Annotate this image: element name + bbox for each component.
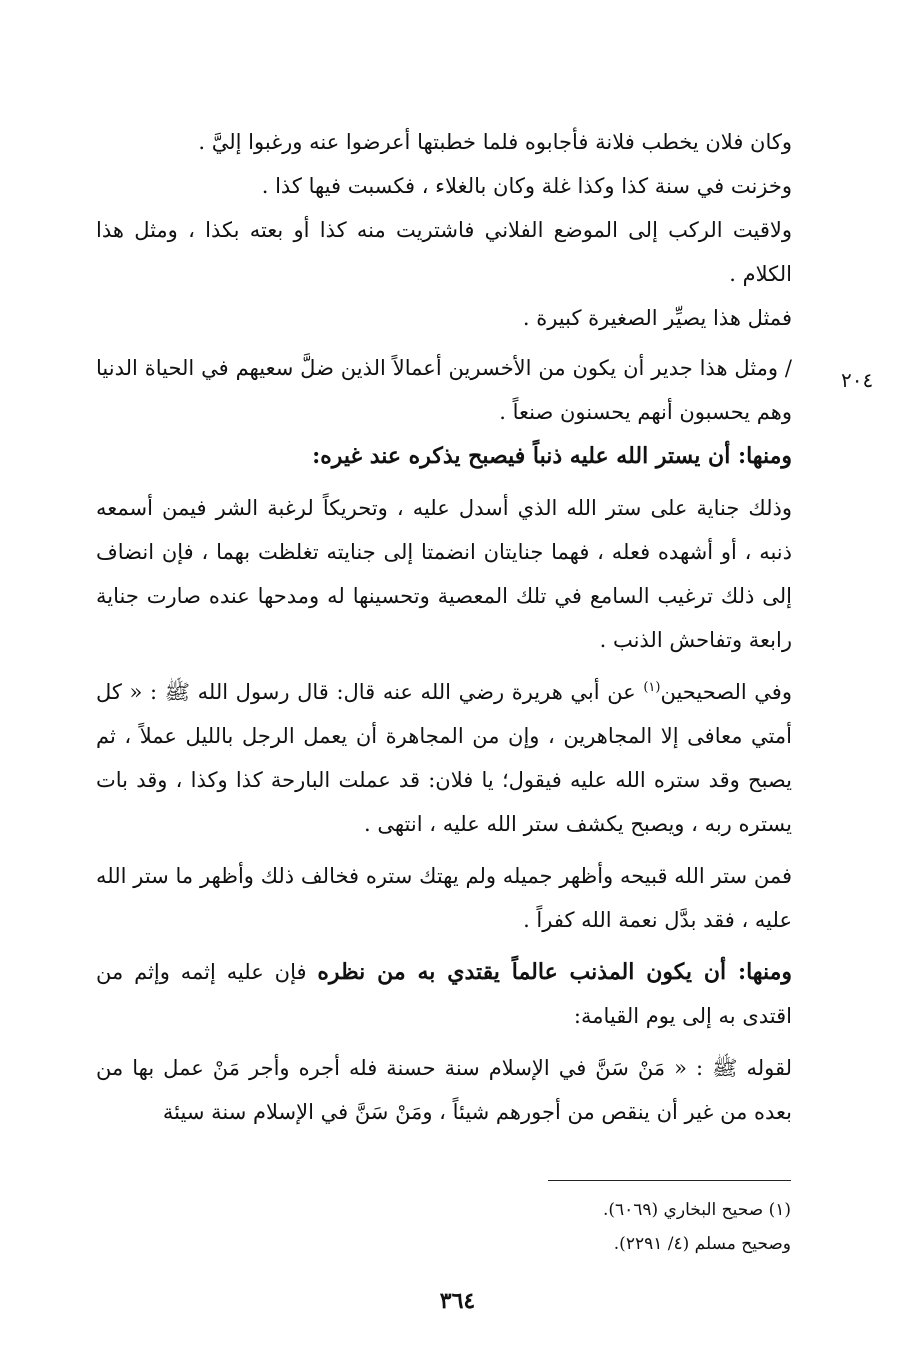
footnote-marker: (١) xyxy=(643,680,661,695)
main-text xyxy=(96,120,792,1134)
paragraph-6: وذلك جناية على ستر الله الذي أسدل عليه ، وتحريكاً لرغبة الشر فيمن أسمعه ذنبه ، أو أشهده فعله ، فهما جنايتان انضمتا إلى جنايته تغلظت بهما ، فإن انضاف إلى ذلك ترغيب السامع في تلك المعصية وتحسينها له ومدحها عنده صارت جناية رابعة وتفاحش الذنب . xyxy=(96,496,792,652)
footnote-divider xyxy=(548,1180,791,1181)
margin-page-number: ٢٠٤ xyxy=(841,368,874,392)
section-heading-1: ومنها: أن يستر الله عليه ذنباً فيصبح يذكره عند غيره: xyxy=(312,443,792,469)
hadith-intro: وفي الصحيحين xyxy=(660,680,792,704)
paragraph-4: فمثل هذا يصيِّر الصغيرة كبيرة . xyxy=(522,306,792,330)
section-heading-2-continuation: فإن عليه إثمه وإثم من اقتدى به إلى يوم القيامة: xyxy=(96,960,792,1028)
footnotes xyxy=(371,1193,791,1261)
page-number: ٣٦٤ xyxy=(439,1288,476,1314)
paragraph-3: ولاقيت الركب إلى الموضع الفلاني فاشتريت منه كذا أو بعته بكذا ، ومثل هذا الكلام . xyxy=(96,218,792,286)
paragraph-8: فمن ستر الله قبيحه وأظهر جميله ولم يهتك ستره فخالف ذلك وأظهر ما ستر الله عليه ، فقد بدَّل نعمة الله كفراً . xyxy=(96,864,792,932)
paragraph-2: وخزنت في سنة كذا وكذا غلة وكان بالغلاء ، فكسبت فيها كذا . xyxy=(261,174,792,198)
paragraph-1: وكان فلان يخطب فلانة فأجابوه فلما خطبتها أعرضوا عنه ورغبوا إليَّ . xyxy=(198,130,792,154)
footnote-1: (١) صحيح البخاري (٦٠٦٩). xyxy=(602,1200,791,1220)
paragraph-7 xyxy=(96,670,792,846)
paragraph-5: / ومثل هذا جدير أن يكون من الأخسرين أعمالاً الذين ضلَّ سعيهم في الحياة الدنيا وهم يحسبون أنهم يحسنون صنعاً . xyxy=(96,356,793,424)
section-heading-2: ومنها: أن يكون المذنب عالماً يقتدي به من نظره xyxy=(317,959,792,985)
paragraph-10: لقوله ﷺ : « مَنْ سَنَّ في الإسلام سنة حسنة فله أجره وأجر مَنْ عمل بها من بعده من غير أن ينقص من أجورهم شيئاً ، ومَنْ سَنَّ في الإسلام سنة سيئة xyxy=(96,1056,792,1124)
footnote-2: وصحيح مسلم (٤/ ٢٢٩١). xyxy=(613,1234,791,1254)
paragraph-9 xyxy=(96,950,792,1038)
hadith-text: عن أبي هريرة رضي الله عنه قال: قال رسول الله ﷺ : « كل أمتي معافى إلا المجاهرين ، وإن من المجاهرة أن يعمل الرجل بالليل عملاً ، ثم يصبح وقد ستره الله عليه فيقول؛ يا فلان: قد عملت البارحة كذا وكذا ، وقد بات يستره ربه ، ويصبح يكشف ستر الله عليه ، انتهى . xyxy=(96,680,792,836)
